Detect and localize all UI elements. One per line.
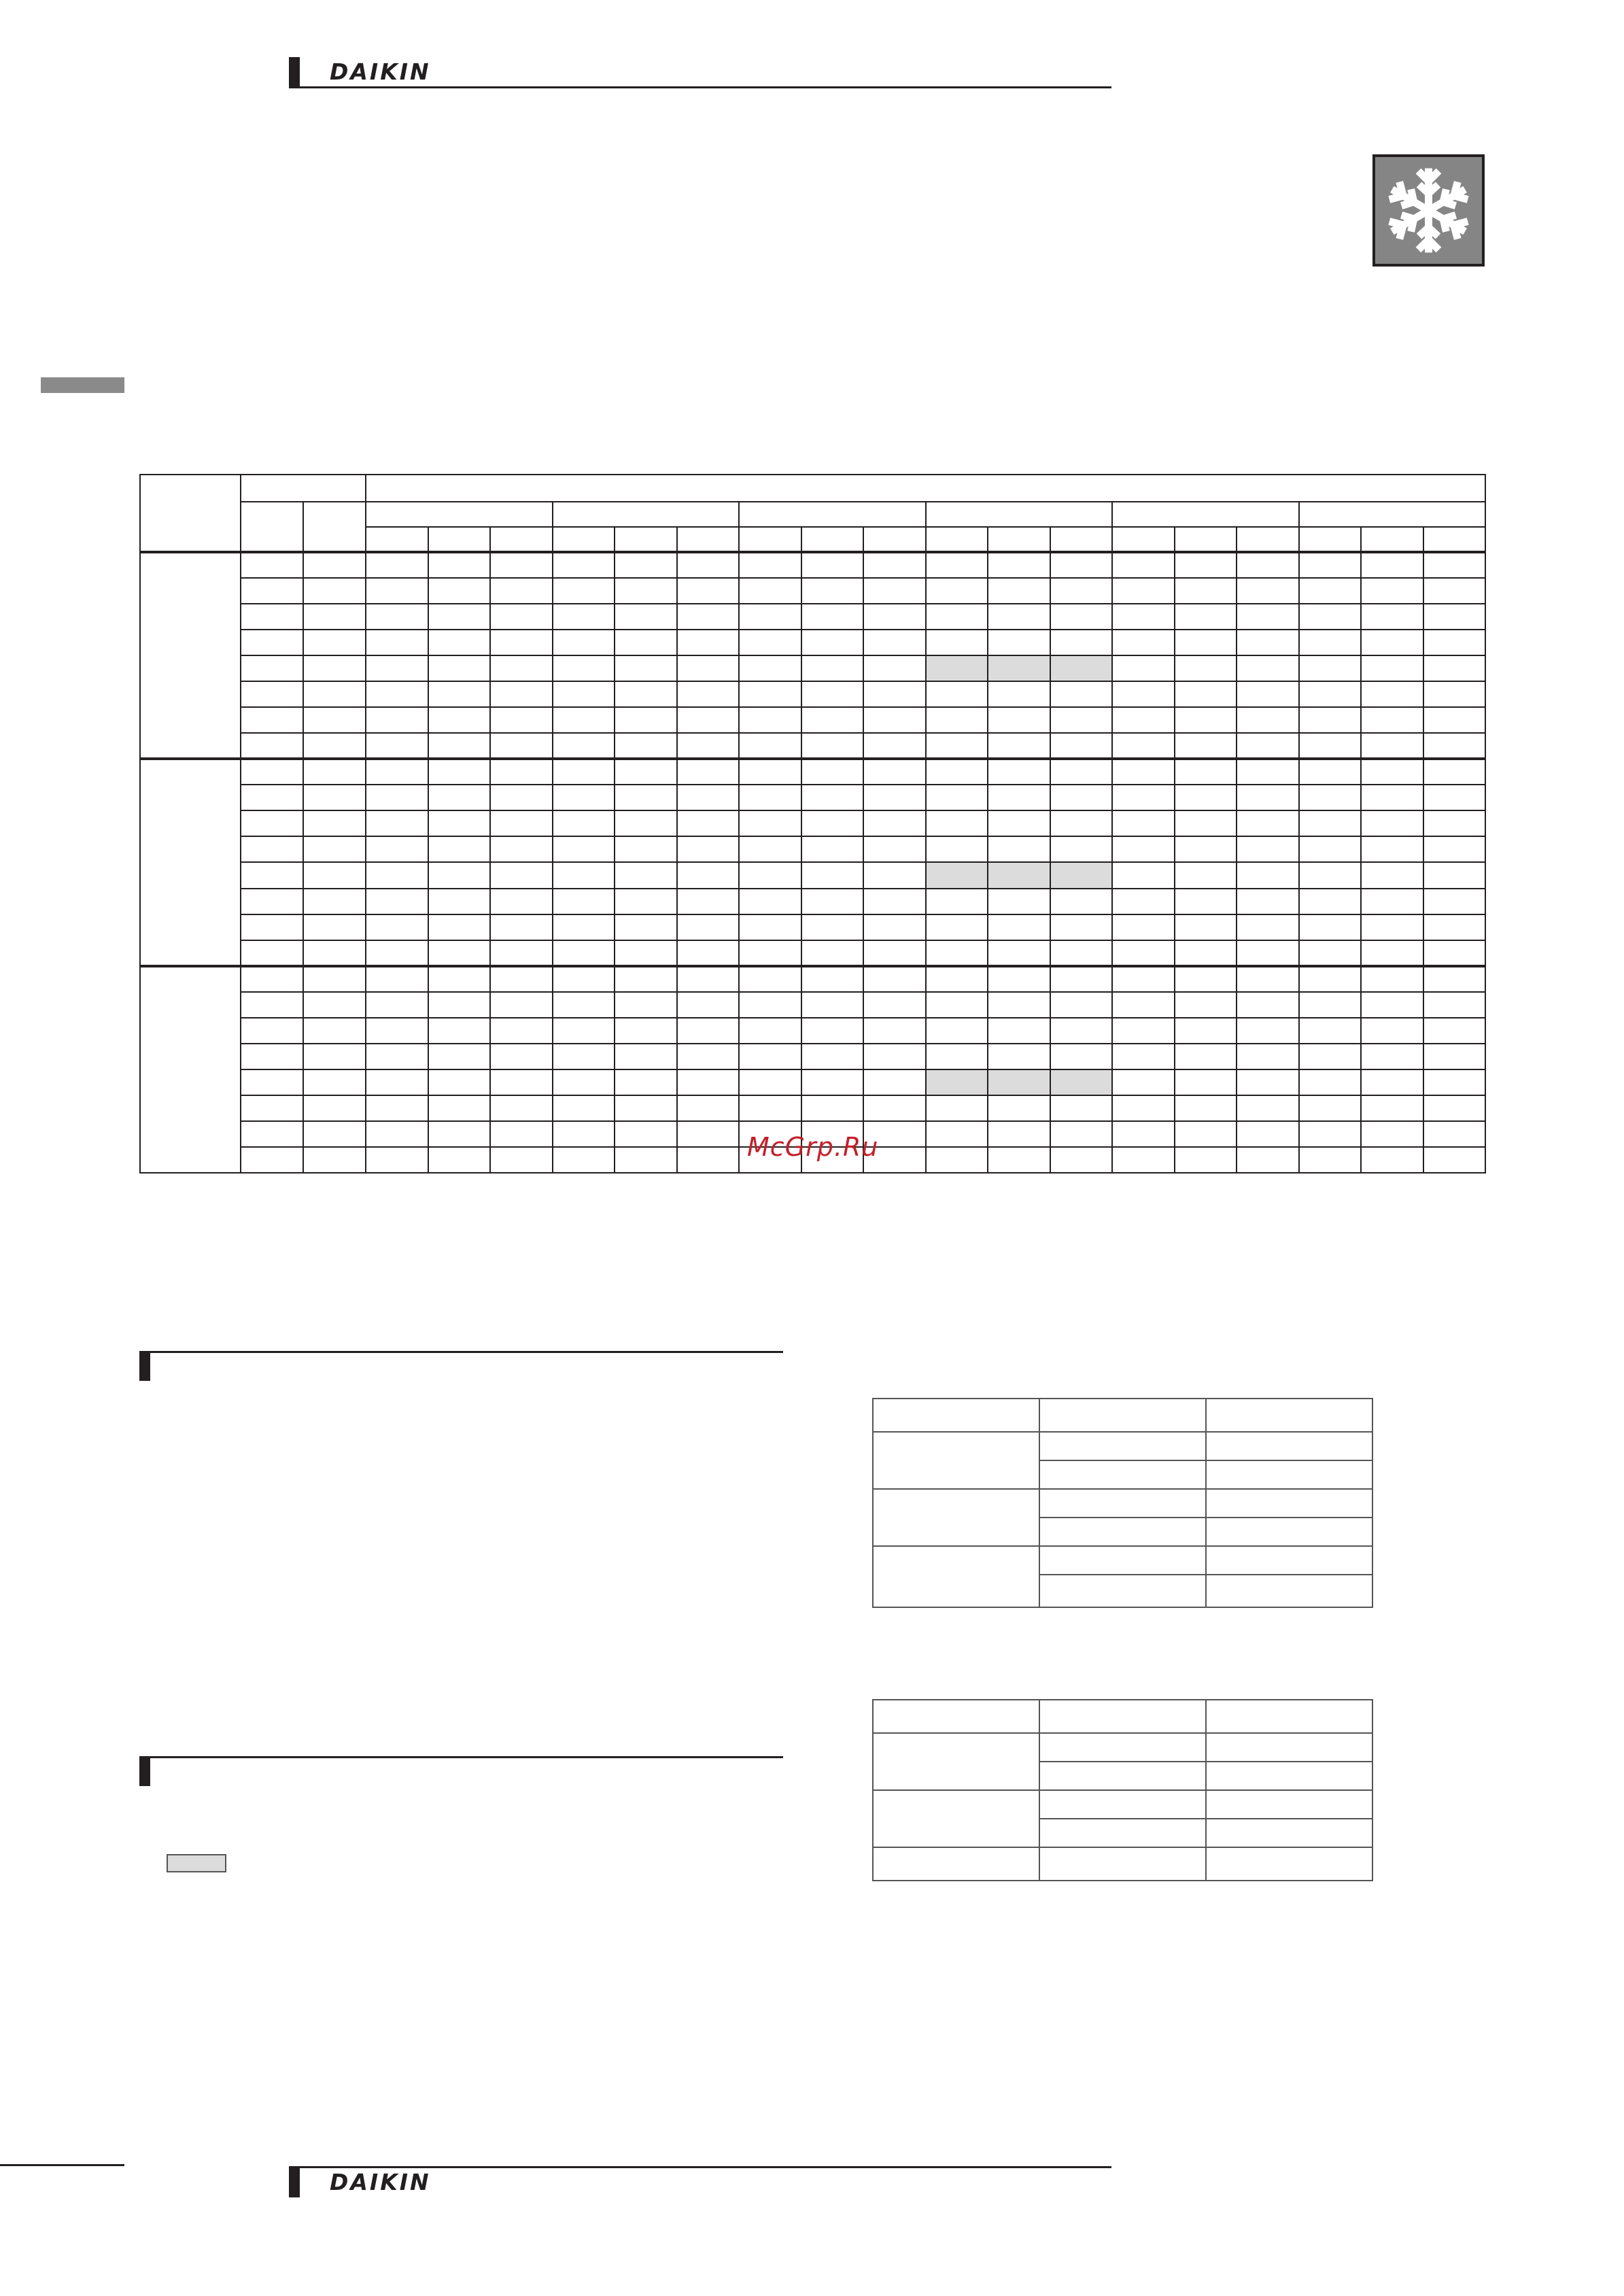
table-row	[140, 502, 1485, 527]
table-row	[140, 966, 1485, 992]
table-row	[140, 604, 1485, 630]
table-row	[140, 810, 1485, 836]
snowflake-icon	[1375, 157, 1482, 264]
table-row	[140, 785, 1485, 810]
legend-highlight-swatch	[167, 1854, 226, 1872]
table-row	[140, 630, 1485, 655]
small-table-2	[872, 1699, 1373, 1881]
table-row	[873, 1700, 1372, 1733]
table-row	[140, 1044, 1485, 1069]
footer-marker	[289, 2166, 300, 2197]
section-heading-1-marker	[139, 1351, 150, 1381]
header-marker	[289, 57, 300, 88]
section-heading-1	[139, 1351, 783, 1381]
footer-brand-bar	[289, 2166, 1111, 2197]
footer-page-rule	[0, 2164, 124, 2166]
header-rule	[300, 86, 1111, 88]
snowflake-badge	[1372, 154, 1485, 267]
table-row	[873, 1432, 1372, 1460]
table-row	[140, 552, 1485, 578]
table-row	[140, 836, 1485, 862]
table-row	[873, 1399, 1372, 1432]
table-row	[140, 914, 1485, 940]
table-row	[140, 992, 1485, 1018]
table-row	[873, 1733, 1372, 1762]
daikin-logo: DAIKIN	[330, 58, 431, 85]
table-row	[140, 1095, 1485, 1121]
table-row	[140, 655, 1485, 681]
section-heading-2-rule	[150, 1756, 783, 1758]
table-row	[140, 759, 1485, 785]
table-row	[140, 940, 1485, 966]
footer-rule	[300, 2166, 1111, 2168]
section-tab-marker	[41, 377, 124, 393]
table-row	[873, 1489, 1372, 1518]
table-row	[140, 733, 1485, 759]
table-row	[140, 889, 1485, 914]
daikin-logo: DAIKIN	[330, 2169, 431, 2195]
table-row	[873, 1847, 1372, 1881]
small-table-1	[872, 1398, 1373, 1608]
capacity-table	[139, 474, 1486, 1173]
table-row	[140, 681, 1485, 707]
table-row	[140, 1018, 1485, 1044]
section-heading-2	[139, 1756, 783, 1786]
table-row	[873, 1546, 1372, 1575]
table-row	[140, 707, 1485, 733]
watermark-text: McGrp.Ru	[747, 1132, 879, 1162]
table-row	[140, 475, 1485, 502]
header-brand-bar	[289, 57, 1111, 88]
table-row	[140, 1069, 1485, 1095]
section-heading-1-rule	[150, 1351, 783, 1353]
table-row	[140, 862, 1485, 888]
table-row	[873, 1790, 1372, 1819]
section-heading-2-marker	[139, 1756, 150, 1786]
table-row	[140, 578, 1485, 604]
